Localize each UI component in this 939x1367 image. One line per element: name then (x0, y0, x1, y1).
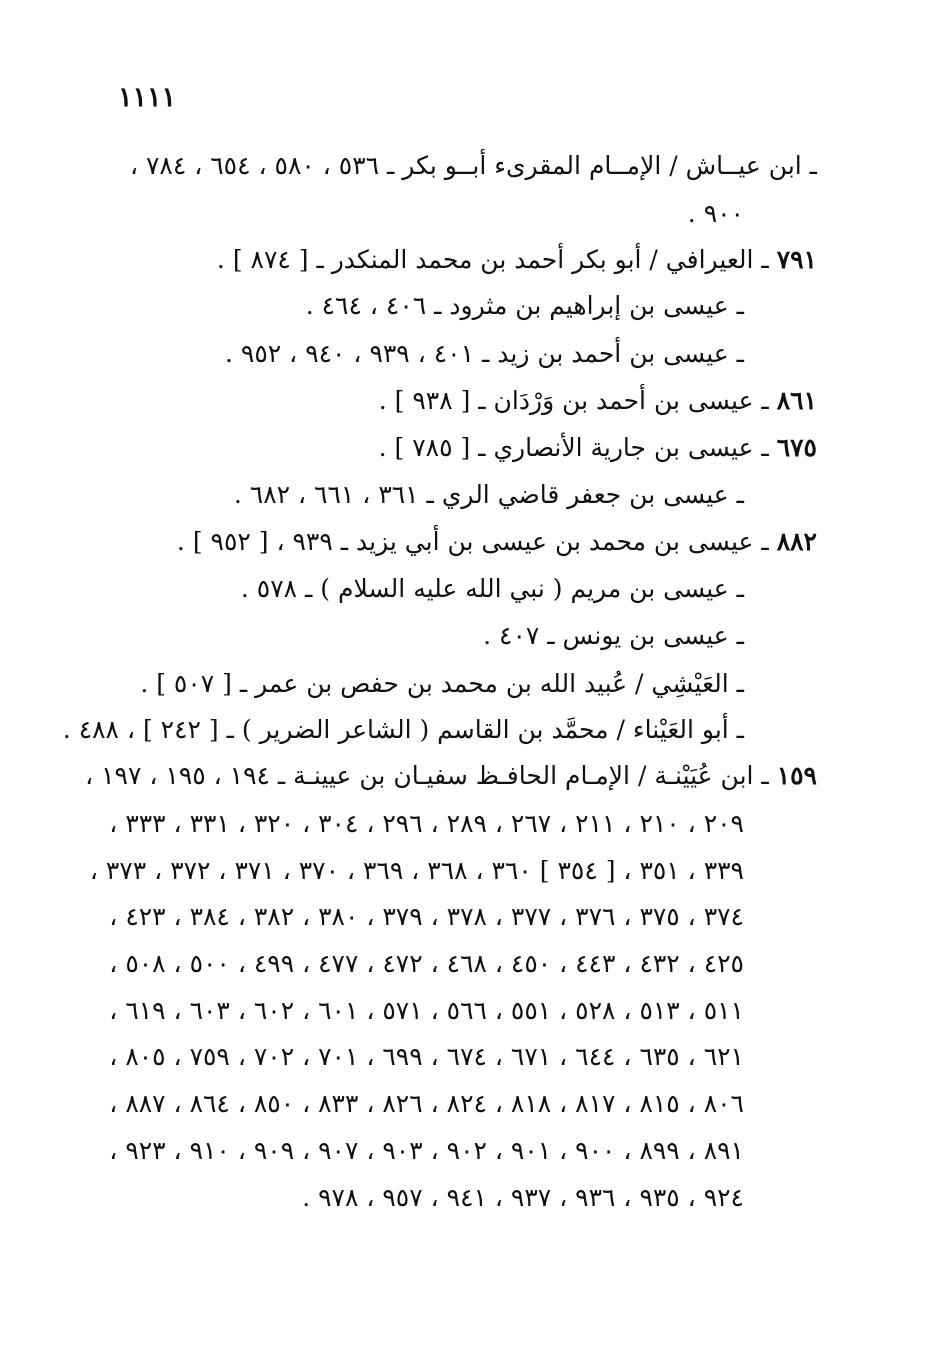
index-line: ٧٩١ ـ العيرافي / أبو بكر أحمد بن محمد المنكدر ـ [ ٨٧٤ ] . (216, 245, 817, 274)
index-line: ٦٧٥ ـ عيسى بن جارية الأنصاري ـ [ ٧٨٥ ] . (378, 433, 817, 462)
index-line: ٨٠٦ ، ٨١٥ ، ٨١٧ ، ٨١٨ ، ٨٢٤ ، ٨٢٦ ، ٨٣٣ ، ٨٥٠ ، ٨٦٤ ، ٨٨٧ ، (109, 1089, 744, 1118)
page-number: ١١١١ (118, 82, 177, 113)
index-line: ٨٨٢ ـ عيسى بن محمد بن عيسى بن أبي يزيد ـ ٩٣٩ ، [ ٩٥٢ ] . (176, 527, 817, 556)
index-line: ـ عيسى بن مريم ( نبي الله عليه السلام ) ـ ٥٧٨ . (240, 574, 744, 603)
index-line: ٩٠٠ . (687, 199, 744, 228)
index-line: ٣٧٤ ، ٣٧٥ ، ٣٧٦ ، ٣٧٧ ، ٣٧٨ ، ٣٧٩ ، ٣٨٠ ، ٣٨٢ ، ٣٨٤ ، ٤٢٣ ، (109, 902, 744, 931)
index-line: ـ عيسى بن جعفر قاضي الري ـ ٣٦١ ، ٦٦١ ، ٦٨٢ . (233, 480, 744, 509)
index-line: ١٥٩ ـ ابن عُيَيْنـة / الإمـام الحافـظ سفيـان بن عيينـة ـ ١٩٤ ، ١٩٥ ، ١٩٧ ، (85, 761, 817, 790)
index-line: ٩٢٤ ، ٩٣٥ ، ٩٣٦ ، ٩٣٧ ، ٩٤١ ، ٩٥٧ ، ٩٧٨ . (302, 1183, 744, 1212)
index-line: ٨٩١ ، ٨٩٩ ، ٩٠٠ ، ٩٠١ ، ٩٠٢ ، ٩٠٣ ، ٩٠٧ ، ٩٠٩ ، ٩١٠ ، ٩٢٣ ، (109, 1136, 744, 1165)
index-line: ٢٠٩ ، ٢١٠ ، ٢١١ ، ٢٦٧ ، ٢٨٩ ، ٢٩٦ ، ٣٠٤ ، ٣٢٠ ، ٣٣١ ، ٣٣٣ ، (109, 809, 744, 838)
index-line: ـ ابن عيــاش / الإمــام المقرىء أبــو بكر ـ ٥٣٦ ، ٥٨٠ ، ٦٥٤ ، ٧٨٤ ، (129, 151, 817, 180)
index-line: ـ عيسى بن يونس ـ ٤٠٧ . (483, 621, 744, 650)
index-line: ـ عيسى بن أحمد بن زيد ـ ٤٠١ ، ٩٣٩ ، ٩٤٠ ، ٩٥٢ . (225, 339, 744, 368)
index-line: ـ أبو العَيْناء / محمَّد بن القاسم ( الشاعر الضرير ) ـ [ ٢٤٢ ] ، ٤٨٨ . (62, 715, 744, 744)
index-line: ٨٦١ ـ عيسى بن أحمد بن وَرْدَان ـ [ ٩٣٨ ] . (378, 386, 817, 415)
index-line: ـ عيسى بن إبراهيم بن مثرود ـ ٤٠٦ ، ٤٦٤ . (305, 291, 744, 320)
index-line: ٦٢١ ، ٦٣٥ ، ٦٤٤ ، ٦٧١ ، ٦٧٤ ، ٦٩٩ ، ٧٠١ ، ٧٠٢ ، ٧٥٩ ، ٨٠٥ ، (109, 1042, 744, 1071)
index-line: ٤٢٥ ، ٤٣٢ ، ٤٤٣ ، ٤٥٠ ، ٤٦٨ ، ٤٧٢ ، ٤٧٧ ، ٤٩٩ ، ٥٠٠ ، ٥٠٨ ، (109, 949, 744, 978)
index-line: ـ العَيْشِي / عُبيد الله بن محمد بن حفص بن عمر ـ [ ٥٠٧ ] . (140, 669, 744, 698)
index-line: ٣٣٩ ، ٣٥١ ، [ ٣٥٤ ] ٣٦٠ ، ٣٦٨ ، ٣٦٩ ، ٣٧٠ ، ٣٧١ ، ٣٧٢ ، ٣٧٣ ، (89, 856, 744, 885)
index-line: ٥١١ ، ٥١٣ ، ٥٢٨ ، ٥٥١ ، ٥٦٦ ، ٥٧١ ، ٦٠١ ، ٦٠٢ ، ٦٠٣ ، ٦١٩ ، (109, 996, 744, 1025)
